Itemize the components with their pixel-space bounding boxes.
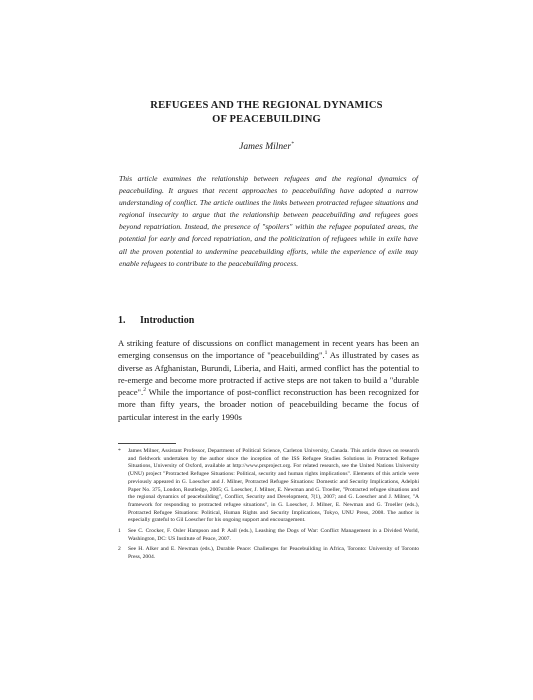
footnote-ref-1: 1 (324, 350, 328, 357)
section-heading (118, 315, 194, 326)
section-number: 1. (118, 315, 126, 326)
footnote-divider (118, 443, 176, 444)
footnote-text: See C. Crocker, F. Osler Hampson and P. Aall (eds.), Leashing the Dogs of War: Conflict Management in a Divided World, Washington, DC: US Institute of Peace, 2007. (128, 528, 419, 542)
footnote-ref-2: 2 (143, 387, 146, 394)
body-text-part-1: A striking feature of discussions on conflict management in recent years has been an emerging consensus on the importance of "peacebuilding". (118, 338, 419, 361)
article-title-line-2: OF PEACEBUILDING (212, 114, 321, 125)
footnote-mark: 1 (118, 528, 121, 535)
abstract: This article examines the relationship between refugees and the regional dynamics of peacebuilding. It argues that recent approaches to peacebuilding have adopted a narrow understanding of conflict. The article outlines the links between protracted refugee situations and regional insecurity to argue that the relationship between peacebuilding and refugees goes beyond repatriation. Instead, the presence of "spoilers" within the refugee populated areas, the potential for early and forced repatriation, and the politicization of refugees while in exile have all the proven potential to undermine peacebuilding efforts, while the experience of exile may enable refugees to contribute to the peacebuilding process. (119, 174, 418, 268)
footnote-text: James Milner, Assistant Professor, Department of Political Science, Carleton University, Canada. This article draws on research and fieldwork undertaken by the author since the inception of the ISS Refugee Studies Solutions in Protracted Refugee Situations, University of Oxford, available at http://www.prsproject.org. For related research, see the United Nations University (UNU) project "Protracted Refugee Situations: Political, security and human rights implications". Elements of this article were previously appeared in G. Loescher and J. Milner, Protracted Refugee Situations: Domestic and Security Implications, Adelphi Paper No. 375, London, Routledge, 2005; G. Loescher, J. Milner, E. Newman and G. Troeller, "Protracted refugee situations and the regional dynamics of peacebuilding", Conflict, Security and Development, 7(1), 2007; and G. Loescher and J. Milner, "A framework for responding to protracted refugee situations", in G. Loescher, J. Milner, E. Newman and G. Troeller (eds.), Protracted Refugee Situations: Political, Human Rights and Security Implications, Tokyo, UNU Press, 2008. The author is especially grateful to Gil Loescher for his ongoing support and encouragement. (128, 448, 419, 524)
article-title (0, 99, 533, 127)
author-line (0, 142, 533, 152)
footnote-2 (118, 546, 419, 561)
body-text-part-2: As illustrated by cases as diverse as Afghanistan, Burundi, Liberia, and Haiti, armed conflict has the potential to re-emerge and become more protracted if active steps are not taken to build a "durable peace". (118, 350, 420, 398)
author-footnote-marker: * (291, 140, 294, 147)
section-title: Introduction (140, 315, 195, 326)
author-name: James Milner (239, 142, 292, 152)
footnote-1 (118, 528, 419, 543)
body-text-part-3: While the importance of post-conflict reconstruction has been recognized for more than fifty years, the broader notion of peacebuilding became the focus of particular interest in the early 1990s (118, 387, 419, 422)
article-title-line-1: REFUGEES AND THE REGIONAL DYNAMICS (150, 100, 383, 111)
footnote-mark: * (118, 448, 121, 454)
footnote-mark: 2 (118, 546, 121, 553)
footnote-author (118, 448, 419, 525)
body-paragraph (118, 337, 419, 423)
footnotes (118, 448, 419, 565)
footnote-text: See H. Alker and E. Newman (eds.), Durable Peace: Challenges for Peacebuilding in Africa, Toronto: University of Toronto Press, 2004. (128, 546, 419, 561)
